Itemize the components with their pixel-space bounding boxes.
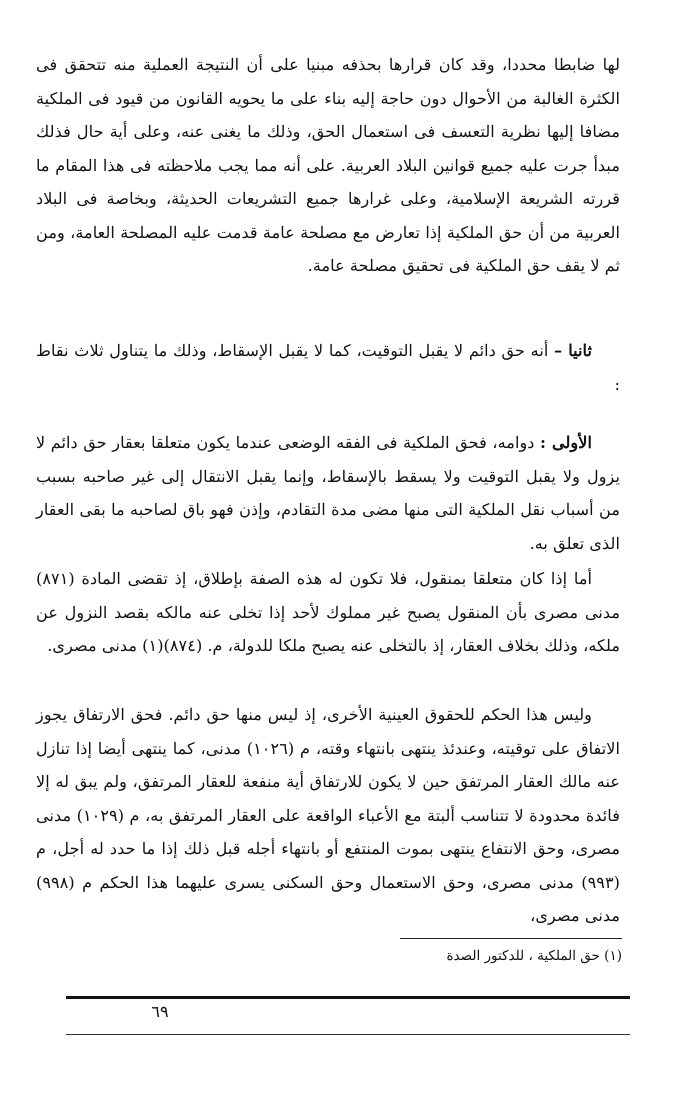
paragraph-1	[36, 48, 620, 283]
paragraph-2-text: أنه حق دائم لا يقبل التوقيت، كما لا يقبل الإسقاط، وذلك ما يتناول ثلاث نقاط :	[36, 341, 620, 394]
footnote: (١) حق الملكية ، للدكتور الصدة	[446, 948, 622, 964]
paragraph-2-lead: ثانيا –	[554, 341, 592, 360]
page-number: ٦٩	[151, 1002, 169, 1021]
paragraph-3-lead: الأولى :	[540, 433, 592, 452]
paragraph-3-text: دوامه، فحق الملكية فى الفقه الوضعى عندما يكون متعلقا بعقار حق دائم لا يزول ولا يقبل التوقيت ولا يسقط بالإسقاط، وإنما يقبل الانتقال إلى غير صاحبه بسبب من أسباب نقل الملكية التى منها مضى مدة التقادم، وإذن فهو باق لصاحبه ما بقى العقار الذى تعلق به.	[36, 433, 620, 553]
footer-rule-thick	[66, 996, 630, 999]
footer-rule-thin	[66, 1034, 630, 1035]
footnote-divider	[400, 938, 622, 939]
paragraph-1-text: لها ضابطا محددا، وقد كان قرارها بحذفه مبنيا على أن النتيجة العملية منه تتحقق فى الكثرة الغالبة من الأحوال دون حاجة إليه بناء على ما يحويه القانون من قيود فى الملكية مضافا إليها نظرية التعسف فى استعمال الحق، وذلك ما يغنى عنه، وعلى أية حال فذلك مبدأ جرت عليه جميع قوانين البلاد العربية. على أنه مما يجب ملاحظته فى هذا المقام ما قررته الشريعة الإسلامية، وعلى غرارها جميع التشريعات الحديثة، وبخاصة فى البلاد العربية من أن حق الملكية إذا تعارض مع مصلحة عامة قدمت عليه المصلحة العامة، ومن ثم لا يقف حق الملكية فى تحقيق مصلحة عامة.	[36, 55, 620, 275]
paragraph-2	[36, 334, 620, 401]
paragraph-4-text: أما إذا كان متعلقا بمنقول، فلا تكون له هذه الصفة بإطلاق، إذ تقضى المادة (٨٧١) مدنى مصرى بأن المنقول يصبح غير مملوك لأحد إذا تخلى عنه مالكه بقصد النزول عن ملكه، وذلك بخلاف العقار، إذ بالتخلى عنه يصبح ملكا للدولة، م. (٨٧٤)(١) مدنى مصرى.	[36, 569, 620, 655]
paragraph-3	[36, 426, 620, 560]
paragraph-5-text: وليس هذا الحكم للحقوق العينية الأخرى، إذ ليس منها حق دائم. فحق الارتفاق يجوز الاتفاق على توقيته، وعندئذ ينتهى بانتهاء وقته، م (١٠٢٦) مدنى، كما ينتهى أيضا إذا تنازل عنه مالك العقار المرتفق حين لا يكون للارتفاق أية منفعة للعقار المرتفق، ولم يبق له إلا فائدة محدودة لا تتناسب ألبتة مع الأعباء الواقعة على العقار المرتفق به، م (١٠٢٩) مدنى مصرى، وحق الانتفاع ينتهى بموت المنتفع أو بانتهاء أجله قبل ذلك إذا ما حدد له أجل، م (٩٩٣) مدنى مصرى، وحق الاستعمال وحق السكنى يسرى عليهما هذا الحكم م (٩٩٨) مدنى مصرى،	[36, 705, 620, 925]
paragraph-4	[36, 562, 620, 663]
paragraph-5	[36, 698, 620, 933]
